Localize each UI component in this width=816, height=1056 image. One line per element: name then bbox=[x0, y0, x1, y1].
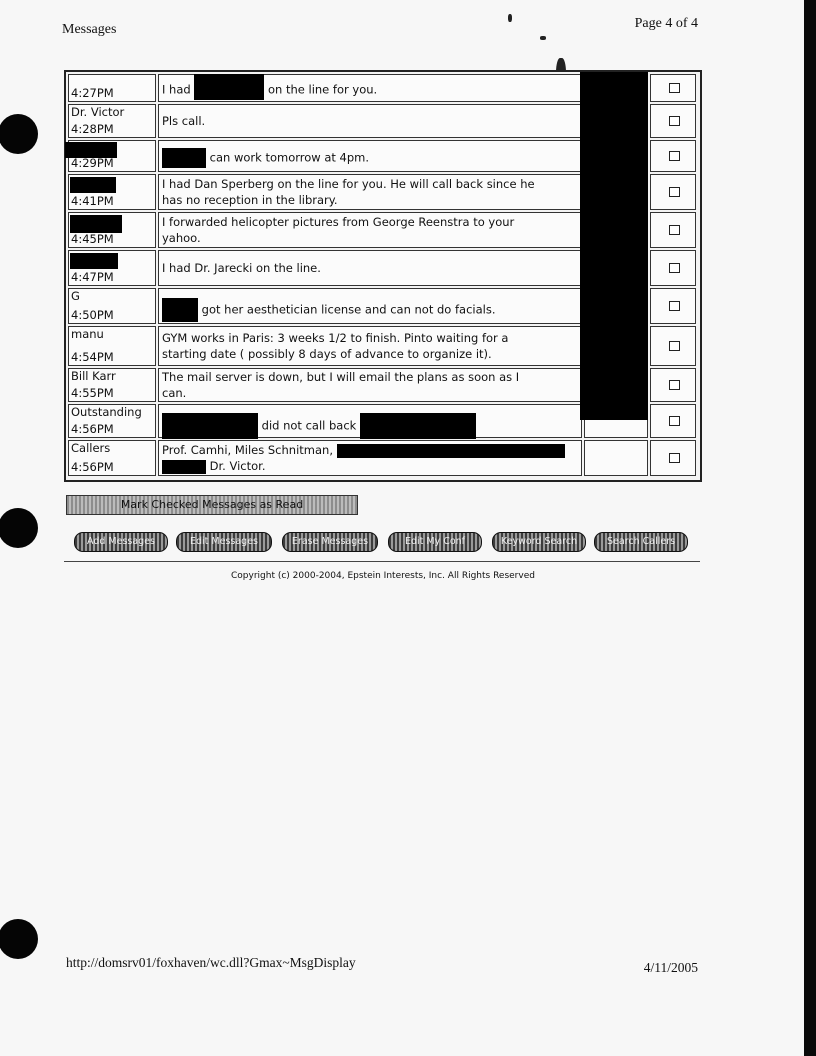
from-cell bbox=[68, 104, 156, 138]
message-text: The mail server is down, but I will email the plans as soon as I bbox=[162, 370, 520, 384]
redaction bbox=[337, 444, 565, 458]
message-cell bbox=[158, 326, 582, 366]
redaction bbox=[70, 253, 118, 269]
redaction bbox=[360, 413, 476, 439]
message-text: I had bbox=[162, 82, 191, 97]
time-label: 4:56PM bbox=[71, 460, 114, 474]
message-cell bbox=[158, 74, 582, 102]
checkbox-cell bbox=[650, 368, 696, 402]
checkbox-cell bbox=[650, 288, 696, 324]
redaction bbox=[162, 148, 206, 168]
erase-messages-button[interactable]: Erase Messages bbox=[282, 532, 378, 552]
message-cell bbox=[158, 140, 582, 172]
header-title: Messages bbox=[62, 22, 117, 37]
time-label: 4:56PM bbox=[71, 422, 114, 436]
from-cell bbox=[68, 140, 156, 172]
checkbox-cell bbox=[650, 250, 696, 286]
read-checkbox[interactable] bbox=[669, 341, 680, 351]
message-text: Prof. Camhi, Miles Schnitman, bbox=[162, 443, 333, 457]
message-text: on the line for you. bbox=[268, 82, 378, 97]
from-cell bbox=[68, 212, 156, 248]
read-checkbox[interactable] bbox=[669, 187, 680, 197]
from-label: Callers bbox=[71, 441, 111, 455]
time-label: 4:55PM bbox=[71, 386, 114, 400]
from-cell bbox=[68, 326, 156, 366]
checkbox-cell bbox=[650, 326, 696, 366]
message-text: can work tomorrow at 4pm. bbox=[209, 150, 370, 165]
message-cell bbox=[158, 440, 582, 476]
from-cell bbox=[68, 288, 156, 324]
punch-hole bbox=[0, 919, 38, 959]
time-label: 4:50PM bbox=[71, 308, 114, 322]
from-label: manu bbox=[71, 327, 104, 341]
read-checkbox[interactable] bbox=[669, 225, 680, 235]
read-checkbox[interactable] bbox=[669, 83, 680, 93]
checkbox-cell bbox=[650, 104, 696, 138]
time-label: 4:54PM bbox=[71, 350, 114, 364]
checkbox-cell bbox=[650, 174, 696, 210]
message-cell bbox=[158, 404, 582, 438]
read-checkbox[interactable] bbox=[669, 453, 680, 463]
read-checkbox[interactable] bbox=[669, 380, 680, 390]
from-cell bbox=[68, 250, 156, 286]
message-cell bbox=[158, 104, 582, 138]
message-text: starting date ( possibly 8 days of advance to organize it). bbox=[162, 347, 492, 361]
from-cell bbox=[68, 74, 156, 102]
from-cell bbox=[68, 440, 156, 476]
search-callers-button[interactable]: Search Callers bbox=[594, 532, 688, 552]
table-row bbox=[66, 440, 696, 476]
checkbox-cell bbox=[650, 74, 696, 102]
redaction bbox=[162, 298, 198, 322]
message-cell bbox=[158, 212, 582, 248]
from-label: Dr. Victor bbox=[71, 105, 125, 119]
footer-url: http://domsrv01/foxhaven/wc.dll?Gmax~MsgDisplay bbox=[66, 955, 356, 970]
message-text: I had Dan Sperberg on the line for you. He will call back since he bbox=[162, 177, 535, 191]
from-label: G bbox=[71, 289, 80, 303]
from-cell bbox=[68, 368, 156, 402]
redaction bbox=[162, 413, 258, 439]
edit-messages-button[interactable]: Edit Messages bbox=[176, 532, 272, 552]
checkbox-cell bbox=[650, 440, 696, 476]
read-checkbox[interactable] bbox=[669, 416, 680, 426]
from-cell bbox=[68, 404, 156, 438]
scan-smudge bbox=[540, 36, 546, 40]
read-checkbox[interactable] bbox=[669, 263, 680, 273]
keyword-search-button[interactable]: Keyword Search bbox=[492, 532, 586, 552]
checkbox-cell bbox=[650, 140, 696, 172]
from-label: Bill Karr bbox=[71, 369, 116, 383]
message-cell bbox=[158, 368, 582, 402]
time-label: 4:45PM bbox=[71, 232, 114, 246]
message-text: can. bbox=[162, 386, 187, 400]
message-cell bbox=[158, 288, 582, 324]
mark-read-button[interactable]: Mark Checked Messages as Read bbox=[66, 495, 358, 515]
time-label: 4:28PM bbox=[71, 122, 114, 136]
add-messages-button[interactable]: Add Messages bbox=[74, 532, 168, 552]
footer-date: 4/11/2005 bbox=[643, 960, 698, 975]
read-checkbox[interactable] bbox=[669, 301, 680, 311]
message-text: Dr. Victor. bbox=[209, 459, 266, 473]
divider bbox=[64, 561, 700, 562]
read-checkbox[interactable] bbox=[669, 116, 680, 126]
redaction bbox=[162, 460, 206, 474]
messages-table bbox=[64, 70, 702, 482]
message-text: I forwarded helicopter pictures from George Reenstra to your bbox=[162, 215, 515, 229]
time-label: 4:47PM bbox=[71, 270, 114, 284]
message-text: yahoo. bbox=[162, 231, 201, 245]
message-text: got her aesthetician license and can not do facials. bbox=[201, 302, 496, 317]
redaction bbox=[70, 215, 122, 233]
redaction bbox=[580, 72, 648, 420]
time-label: 4:29PM bbox=[71, 156, 114, 170]
punch-hole bbox=[0, 508, 38, 548]
checkbox-cell bbox=[650, 404, 696, 438]
message-text: did not call back bbox=[261, 418, 357, 433]
redaction bbox=[194, 74, 264, 100]
punch-hole bbox=[0, 114, 38, 154]
edit-my-conf-button[interactable]: Edit My Conf bbox=[388, 532, 482, 552]
copyright-text: Copyright (c) 2000-2004, Epstein Interests, Inc. All Rights Reserved bbox=[231, 571, 535, 581]
blank-cell bbox=[584, 440, 648, 476]
time-label: 4:41PM bbox=[71, 194, 114, 208]
message-text: GYM works in Paris: 3 weeks 1/2 to finish. Pinto waiting for a bbox=[162, 331, 509, 345]
message-cell bbox=[158, 250, 582, 286]
message-text: has no reception in the library. bbox=[162, 193, 338, 207]
message-cell bbox=[158, 174, 582, 210]
time-label: 4:27PM bbox=[71, 86, 114, 100]
read-checkbox[interactable] bbox=[669, 151, 680, 161]
from-cell bbox=[68, 174, 156, 210]
redaction bbox=[70, 177, 116, 193]
scan-edge-bar bbox=[804, 0, 816, 1056]
message-text: Pls call. bbox=[162, 114, 206, 128]
from-label: Outstanding bbox=[71, 405, 142, 419]
message-text: I had Dr. Jarecki on the line. bbox=[162, 261, 321, 275]
checkbox-cell bbox=[650, 212, 696, 248]
scan-smudge bbox=[508, 14, 512, 22]
page-number: Page 4 of 4 bbox=[634, 16, 698, 31]
